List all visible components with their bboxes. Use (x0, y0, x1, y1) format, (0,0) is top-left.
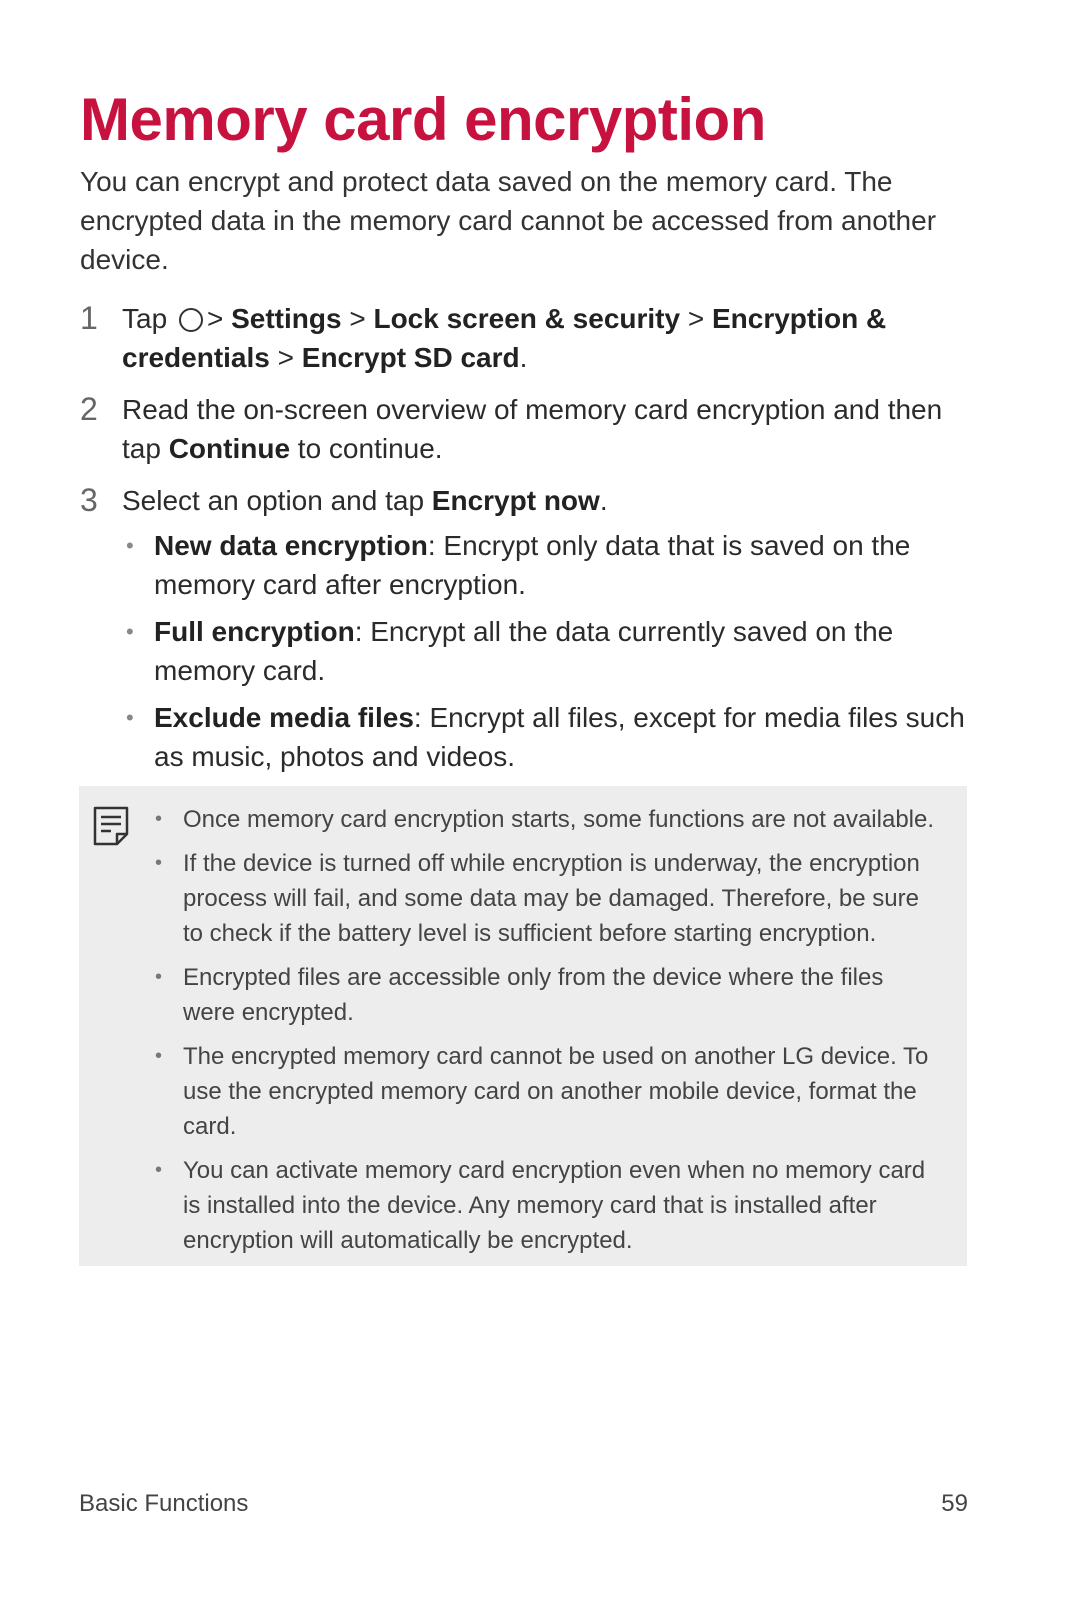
page-number: 59 (941, 1490, 968, 1517)
separator: > (349, 303, 366, 334)
separator: > (206, 303, 224, 334)
intro-paragraph: You can encrypt and protect data saved on the memory card. The encrypted data in the memory card cannot be accessed from another device. (80, 166, 937, 275)
separator: > (687, 303, 705, 334)
step-number: 1 (80, 300, 98, 336)
option-desc: : Encrypt all files, except for media files such as music, photos and videos. (154, 702, 965, 772)
step-text-end: . (599, 485, 608, 516)
bullet: • (155, 808, 163, 830)
note-text: You can activate memory card encryption even when no memory card is installed into the device. Any memory card that is installed after encryption will automatically be encrypted. (183, 1157, 926, 1254)
menu-settings: Settings (231, 303, 342, 334)
list-item (155, 802, 941, 837)
note-box (79, 786, 967, 1266)
list-item (155, 846, 941, 951)
encrypt-now-label: Encrypt now (431, 485, 600, 516)
option-desc: : Encrypt only data that is saved on the memory card after encryption. (154, 530, 911, 600)
list-item (122, 698, 988, 776)
bullet: • (155, 1159, 163, 1181)
bullet: • (155, 852, 163, 874)
note-text: Encrypted files are accessible only from the device where the files were encrypted. (183, 964, 884, 1026)
step-1 (80, 299, 988, 377)
bullet: • (126, 533, 134, 558)
step-text-end: to continue. (290, 433, 443, 464)
bullet: • (155, 1045, 163, 1067)
list-item (155, 1039, 941, 1144)
step-3 (80, 481, 988, 776)
list-item (155, 1153, 941, 1258)
page-content (80, 84, 988, 789)
continue-label: Continue (168, 433, 291, 464)
step-text: Select an option and tap (122, 485, 432, 516)
menu-lock-screen-security: Lock screen & security (373, 303, 681, 334)
option-name: Exclude media files (154, 702, 414, 733)
option-desc: : Encrypt all the data currently saved on the memory card. (154, 616, 894, 686)
note-text: If the device is turned off while encryption is underway, the encryption process will fail, and some data may be damaged. Therefore, be sure to check if the battery level is sufficient before starting encryption. (183, 850, 920, 947)
option-name: Full encryption (154, 616, 355, 647)
encryption-options-list (122, 526, 988, 776)
menu-encryption-credentials: Encryption & credentials (122, 303, 887, 373)
step-text: Tap (122, 303, 168, 334)
period: . (519, 342, 528, 373)
step-number: 3 (80, 482, 98, 518)
step-2 (80, 390, 988, 468)
circle-home-icon (179, 308, 203, 332)
bullet: • (155, 966, 163, 988)
option-name: New data encryption (154, 530, 428, 561)
page-title: Memory card encryption (80, 86, 766, 153)
bullet: • (126, 705, 134, 730)
separator: > (277, 342, 294, 373)
steps-list (80, 299, 988, 776)
note-text: The encrypted memory card cannot be used on another LG device. To use the encrypted memory card on another mobile device, format the card. (183, 1043, 929, 1140)
note-text: Once memory card encryption starts, some functions are not available. (183, 806, 935, 833)
step-text: Read the on-screen overview of memory card encryption and then tap (122, 394, 943, 464)
list-item (122, 526, 988, 604)
menu-encrypt-sd-card: Encrypt SD card (301, 342, 520, 373)
bullet: • (126, 619, 134, 644)
list-item (122, 612, 988, 690)
step-number: 2 (80, 391, 98, 427)
note-icon (93, 806, 129, 846)
note-list (155, 802, 941, 1267)
footer-section-name: Basic Functions (79, 1490, 249, 1517)
list-item (155, 960, 941, 1030)
